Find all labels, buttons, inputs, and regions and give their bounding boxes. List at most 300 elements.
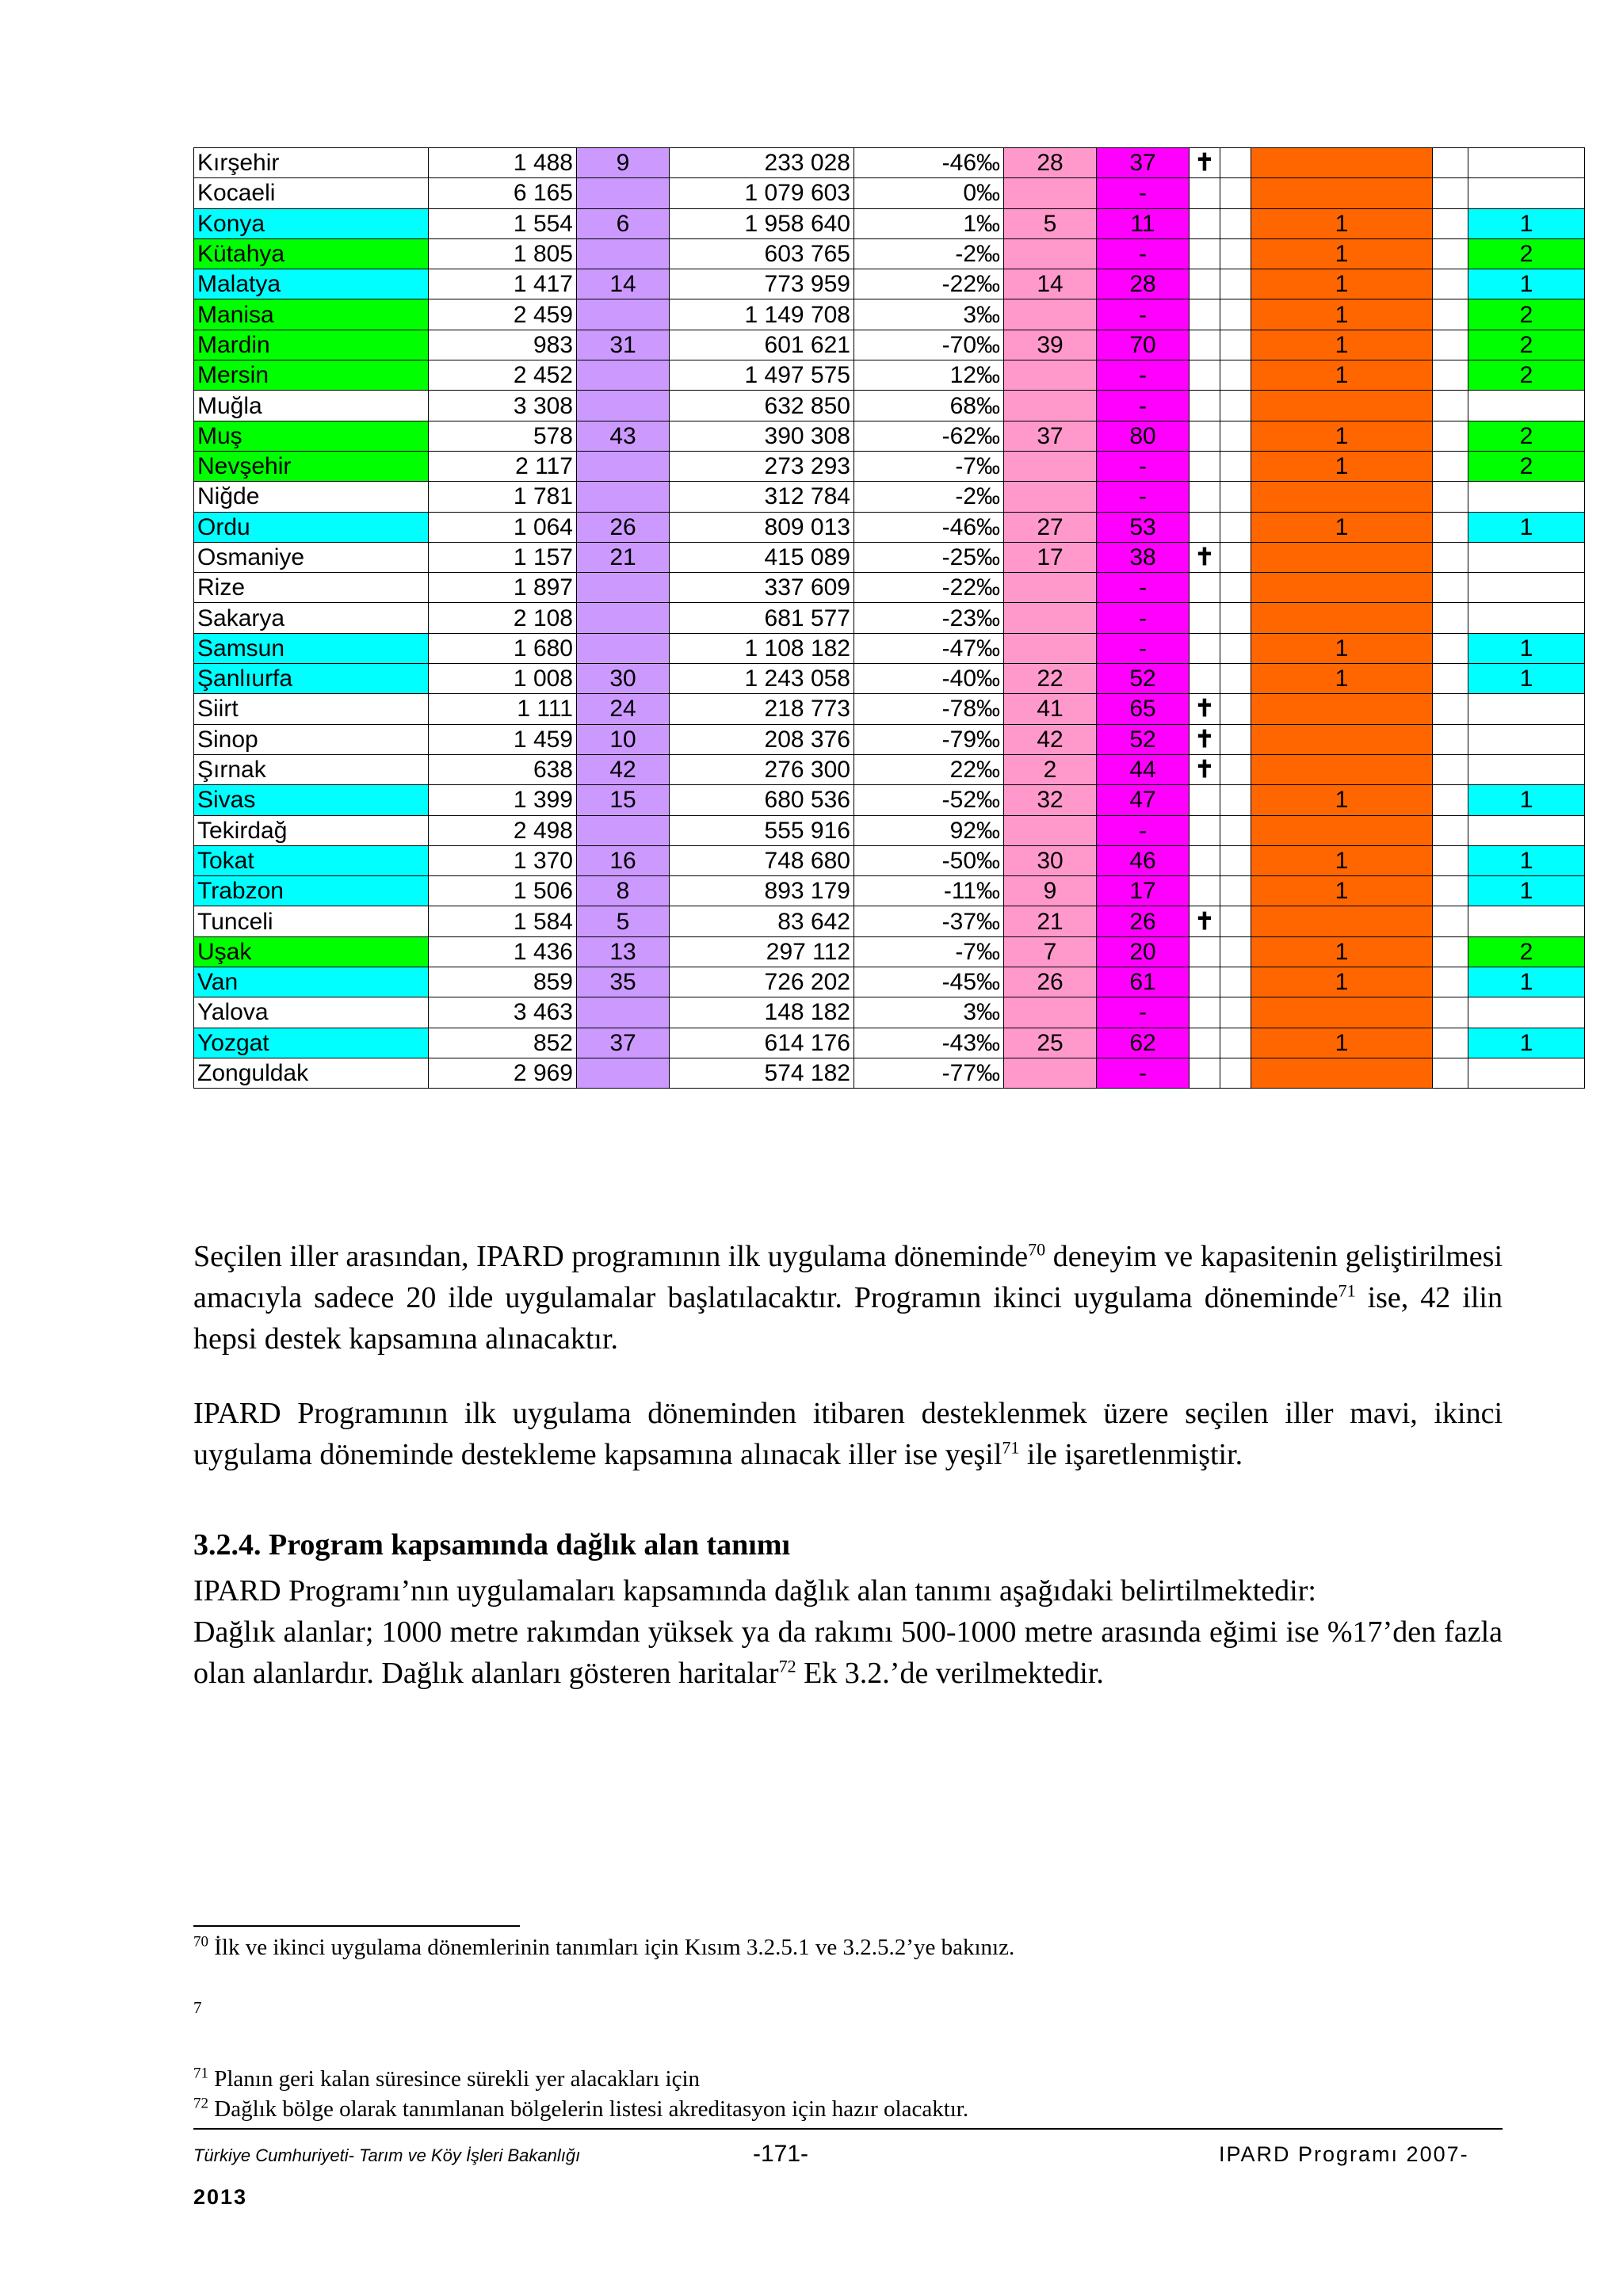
cell-p1: 1 bbox=[1251, 360, 1433, 391]
cell-v1: 42 bbox=[577, 754, 670, 784]
cell-gap bbox=[1433, 1058, 1468, 1088]
cell-p2: 1 bbox=[1468, 785, 1585, 815]
cell-pop: 276 300 bbox=[670, 754, 854, 784]
cell-v3: 47 bbox=[1097, 785, 1190, 815]
paragraph-3-line-1: IPARD Programı’nın uygulamaları kapsamında dağlık alan tanımı aşağıdaki belirtilmektedir: bbox=[193, 1574, 1316, 1608]
cell-v2 bbox=[1004, 178, 1097, 208]
cell-pop: 893 179 bbox=[670, 876, 854, 906]
cell-rate: -2‰ bbox=[854, 238, 1004, 269]
table-row bbox=[194, 208, 1585, 238]
cell-v3: - bbox=[1097, 573, 1190, 603]
cell-mark: ✝ bbox=[1190, 906, 1220, 936]
cell-num: 1 897 bbox=[429, 573, 577, 603]
cell-v3: 80 bbox=[1097, 421, 1190, 451]
cell-gap bbox=[1220, 573, 1251, 603]
table-row bbox=[194, 664, 1585, 694]
cell-pop: 208 376 bbox=[670, 724, 854, 754]
cell-p2: 1 bbox=[1468, 1028, 1585, 1058]
cell-num: 1 506 bbox=[429, 876, 577, 906]
cell-name: Nevşehir bbox=[194, 451, 429, 481]
cell-p2 bbox=[1468, 754, 1585, 784]
cell-v2: 17 bbox=[1004, 542, 1097, 572]
cell-p2: 2 bbox=[1468, 421, 1585, 451]
cell-num: 852 bbox=[429, 1028, 577, 1058]
cell-v1: 26 bbox=[577, 512, 670, 542]
cell-mark bbox=[1190, 208, 1220, 238]
cell-p2: 2 bbox=[1468, 299, 1585, 330]
cell-mark: ✝ bbox=[1190, 542, 1220, 572]
cell-mark bbox=[1190, 391, 1220, 421]
cell-v3: - bbox=[1097, 603, 1190, 633]
cell-v3: 52 bbox=[1097, 724, 1190, 754]
cell-num: 3 463 bbox=[429, 997, 577, 1028]
footer-year: 2013 bbox=[193, 2185, 248, 2209]
table-row bbox=[194, 603, 1585, 633]
cell-mark bbox=[1190, 360, 1220, 391]
cell-gap bbox=[1220, 178, 1251, 208]
cell-mark bbox=[1190, 238, 1220, 269]
cell-pop: 809 013 bbox=[670, 512, 854, 542]
cell-gap bbox=[1433, 876, 1468, 906]
cell-pop: 1 079 603 bbox=[670, 178, 854, 208]
cell-num: 2 117 bbox=[429, 451, 577, 481]
cell-v3: 38 bbox=[1097, 542, 1190, 572]
cell-name: Siirt bbox=[194, 694, 429, 724]
cell-name: Malatya bbox=[194, 269, 429, 299]
cell-mark: ✝ bbox=[1190, 754, 1220, 784]
cell-v2: 26 bbox=[1004, 967, 1097, 997]
cell-mark bbox=[1190, 573, 1220, 603]
cell-v2: 14 bbox=[1004, 269, 1097, 299]
table-row bbox=[194, 573, 1585, 603]
table-row bbox=[194, 906, 1585, 936]
cell-v3: 28 bbox=[1097, 269, 1190, 299]
cell-gap bbox=[1433, 330, 1468, 360]
cell-p2: 1 bbox=[1468, 664, 1585, 694]
cell-name: Tunceli bbox=[194, 906, 429, 936]
cell-pop: 233 028 bbox=[670, 148, 854, 178]
cell-v3: - bbox=[1097, 997, 1190, 1028]
cell-num: 2 459 bbox=[429, 299, 577, 330]
cell-v1 bbox=[577, 1058, 670, 1088]
cell-rate: -47‰ bbox=[854, 633, 1004, 663]
cell-rate: -77‰ bbox=[854, 1058, 1004, 1088]
cell-gap bbox=[1433, 603, 1468, 633]
cell-p1 bbox=[1251, 724, 1433, 754]
cell-num: 2 498 bbox=[429, 815, 577, 845]
cell-p2: 2 bbox=[1468, 451, 1585, 481]
footnote-70-number: 70 bbox=[193, 1933, 208, 1951]
cell-gap bbox=[1433, 967, 1468, 997]
table-row bbox=[194, 815, 1585, 845]
cell-rate: 68‰ bbox=[854, 391, 1004, 421]
cell-p1: 1 bbox=[1251, 967, 1433, 997]
cell-name: Yalova bbox=[194, 997, 429, 1028]
cell-mark bbox=[1190, 876, 1220, 906]
cell-pop: 601 621 bbox=[670, 330, 854, 360]
cell-p2 bbox=[1468, 603, 1585, 633]
cell-gap bbox=[1433, 238, 1468, 269]
cell-gap bbox=[1220, 664, 1251, 694]
footnote-ref-70[interactable]: 70 bbox=[1028, 1239, 1046, 1260]
cell-v2: 2 bbox=[1004, 754, 1097, 784]
cell-p1 bbox=[1251, 1058, 1433, 1088]
cell-v1: 9 bbox=[577, 148, 670, 178]
cell-gap bbox=[1220, 633, 1251, 663]
cell-mark bbox=[1190, 482, 1220, 512]
cell-gap bbox=[1220, 1058, 1251, 1088]
cell-v1 bbox=[577, 815, 670, 845]
cell-gap bbox=[1220, 391, 1251, 421]
cell-rate: -62‰ bbox=[854, 421, 1004, 451]
cell-gap bbox=[1433, 208, 1468, 238]
cell-name: Van bbox=[194, 967, 429, 997]
cell-p1 bbox=[1251, 482, 1433, 512]
cell-gap bbox=[1433, 573, 1468, 603]
footnote-71-text: Planın geri kalan süresince sürekli yer alacakları için bbox=[208, 2066, 701, 2092]
cell-v1: 13 bbox=[577, 936, 670, 967]
cell-p2: 1 bbox=[1468, 512, 1585, 542]
cell-name: Tekirdağ bbox=[194, 815, 429, 845]
cell-rate: -70‰ bbox=[854, 330, 1004, 360]
table-row bbox=[194, 876, 1585, 906]
cell-pop: 681 577 bbox=[670, 603, 854, 633]
cell-gap bbox=[1220, 208, 1251, 238]
cell-pop: 1 149 708 bbox=[670, 299, 854, 330]
cell-name: Kocaeli bbox=[194, 178, 429, 208]
cell-num: 1 554 bbox=[429, 208, 577, 238]
cell-gap bbox=[1433, 360, 1468, 391]
table-row bbox=[194, 512, 1585, 542]
cell-gap bbox=[1433, 754, 1468, 784]
table-row bbox=[194, 330, 1585, 360]
cell-gap bbox=[1220, 330, 1251, 360]
cell-num: 578 bbox=[429, 421, 577, 451]
cell-pop: 614 176 bbox=[670, 1028, 854, 1058]
cell-gap bbox=[1433, 936, 1468, 967]
cell-mark bbox=[1190, 967, 1220, 997]
cell-p2 bbox=[1468, 906, 1585, 936]
cell-name: Mersin bbox=[194, 360, 429, 391]
cell-gap bbox=[1433, 815, 1468, 845]
cell-num: 1 417 bbox=[429, 269, 577, 299]
cell-mark bbox=[1190, 664, 1220, 694]
paragraph-2-part-b: ile işaretlenmiştir. bbox=[1019, 1438, 1243, 1471]
cell-p1: 1 bbox=[1251, 269, 1433, 299]
cell-name: Şanlıurfa bbox=[194, 664, 429, 694]
table-row bbox=[194, 238, 1585, 269]
cell-name: Zonguldak bbox=[194, 1058, 429, 1088]
cell-p2: 1 bbox=[1468, 876, 1585, 906]
cell-p2: 1 bbox=[1468, 845, 1585, 875]
cell-num: 1 008 bbox=[429, 664, 577, 694]
cell-v3: - bbox=[1097, 482, 1190, 512]
cell-v2 bbox=[1004, 603, 1097, 633]
table-row bbox=[194, 694, 1585, 724]
cell-gap bbox=[1220, 997, 1251, 1028]
cell-rate: 92‰ bbox=[854, 815, 1004, 845]
table-row bbox=[194, 360, 1585, 391]
cell-num: 1 680 bbox=[429, 633, 577, 663]
cell-num: 2 452 bbox=[429, 360, 577, 391]
table-row bbox=[194, 1058, 1585, 1088]
cell-mark bbox=[1190, 633, 1220, 663]
cell-gap bbox=[1220, 238, 1251, 269]
cell-pop: 632 850 bbox=[670, 391, 854, 421]
footnote-ref-72[interactable]: 72 bbox=[778, 1656, 796, 1676]
cell-gap bbox=[1433, 391, 1468, 421]
cell-v1 bbox=[577, 603, 670, 633]
cell-v3: - bbox=[1097, 299, 1190, 330]
cell-p2: 2 bbox=[1468, 330, 1585, 360]
paragraph-3-part-b: Ek 3.2.’de verilmektedir. bbox=[796, 1657, 1104, 1690]
cell-mark bbox=[1190, 178, 1220, 208]
table-row bbox=[194, 451, 1585, 481]
cell-num: 859 bbox=[429, 967, 577, 997]
cell-v1 bbox=[577, 482, 670, 512]
cell-p2 bbox=[1468, 482, 1585, 512]
cell-gap bbox=[1220, 451, 1251, 481]
cell-v1 bbox=[577, 573, 670, 603]
cell-num: 1 459 bbox=[429, 724, 577, 754]
cell-pop: 218 773 bbox=[670, 694, 854, 724]
cell-p1: 1 bbox=[1251, 451, 1433, 481]
cell-p1: 1 bbox=[1251, 208, 1433, 238]
cell-v1: 5 bbox=[577, 906, 670, 936]
province-table-body bbox=[194, 148, 1585, 1089]
cell-v3: - bbox=[1097, 178, 1190, 208]
cell-gap bbox=[1433, 906, 1468, 936]
cell-p1 bbox=[1251, 391, 1433, 421]
cell-pop: 273 293 bbox=[670, 451, 854, 481]
cell-mark bbox=[1190, 1058, 1220, 1088]
cell-pop: 574 182 bbox=[670, 1058, 854, 1088]
cell-p1: 1 bbox=[1251, 330, 1433, 360]
cell-gap bbox=[1433, 724, 1468, 754]
cell-pop: 1 958 640 bbox=[670, 208, 854, 238]
cell-v2: 28 bbox=[1004, 148, 1097, 178]
cell-rate: -11‰ bbox=[854, 876, 1004, 906]
table-row bbox=[194, 724, 1585, 754]
cell-v2: 9 bbox=[1004, 876, 1097, 906]
cell-name: Manisa bbox=[194, 299, 429, 330]
cell-name: Uşak bbox=[194, 936, 429, 967]
cell-rate: -46‰ bbox=[854, 148, 1004, 178]
cell-pop: 148 182 bbox=[670, 997, 854, 1028]
cell-name: Sinop bbox=[194, 724, 429, 754]
cell-v3: 61 bbox=[1097, 967, 1190, 997]
cell-pop: 337 609 bbox=[670, 573, 854, 603]
cell-p1: 1 bbox=[1251, 876, 1433, 906]
cell-p1: 1 bbox=[1251, 238, 1433, 269]
cell-v1: 24 bbox=[577, 694, 670, 724]
cell-gap bbox=[1433, 482, 1468, 512]
cell-p2: 1 bbox=[1468, 633, 1585, 663]
table-row bbox=[194, 542, 1585, 572]
cell-num: 638 bbox=[429, 754, 577, 784]
cell-v2 bbox=[1004, 482, 1097, 512]
cell-pop: 312 784 bbox=[670, 482, 854, 512]
footnote-separator bbox=[193, 1925, 520, 1927]
cell-gap bbox=[1220, 603, 1251, 633]
cell-v3: 53 bbox=[1097, 512, 1190, 542]
cell-num: 1 064 bbox=[429, 512, 577, 542]
footnote-72 bbox=[193, 2096, 968, 2122]
cell-gap bbox=[1220, 360, 1251, 391]
cell-pop: 297 112 bbox=[670, 936, 854, 967]
cell-num: 1 370 bbox=[429, 845, 577, 875]
cell-v1: 43 bbox=[577, 421, 670, 451]
cell-v2: 37 bbox=[1004, 421, 1097, 451]
footnote-70 bbox=[193, 1935, 1014, 1961]
cell-v2: 25 bbox=[1004, 1028, 1097, 1058]
cell-v1: 15 bbox=[577, 785, 670, 815]
footnote-72-number: 72 bbox=[193, 2095, 208, 2112]
cell-mark bbox=[1190, 299, 1220, 330]
cell-rate: -50‰ bbox=[854, 845, 1004, 875]
footnote-ref-71b[interactable]: 71 bbox=[1002, 1437, 1020, 1458]
cell-p2 bbox=[1468, 724, 1585, 754]
cell-p2 bbox=[1468, 178, 1585, 208]
cell-name: Osmaniye bbox=[194, 542, 429, 572]
cell-v2: 41 bbox=[1004, 694, 1097, 724]
footnote-stray-number: 7 bbox=[193, 1998, 202, 2017]
cell-gap bbox=[1220, 785, 1251, 815]
cell-num: 1 781 bbox=[429, 482, 577, 512]
cell-pop: 1 108 182 bbox=[670, 633, 854, 663]
cell-gap bbox=[1433, 299, 1468, 330]
cell-v2 bbox=[1004, 573, 1097, 603]
cell-gap bbox=[1220, 148, 1251, 178]
cell-pop: 726 202 bbox=[670, 967, 854, 997]
cell-num: 2 969 bbox=[429, 1058, 577, 1088]
cell-gap bbox=[1220, 815, 1251, 845]
cell-gap bbox=[1433, 997, 1468, 1028]
cell-p1 bbox=[1251, 603, 1433, 633]
cell-v3: 44 bbox=[1097, 754, 1190, 784]
footnote-71 bbox=[193, 2066, 700, 2092]
table-row bbox=[194, 785, 1585, 815]
table-row bbox=[194, 299, 1585, 330]
table-row bbox=[194, 936, 1585, 967]
cell-pop: 1 243 058 bbox=[670, 664, 854, 694]
cell-name: Muş bbox=[194, 421, 429, 451]
cell-v3: - bbox=[1097, 633, 1190, 663]
cell-p2 bbox=[1468, 148, 1585, 178]
cell-rate: -79‰ bbox=[854, 724, 1004, 754]
cell-gap bbox=[1220, 694, 1251, 724]
cell-gap bbox=[1220, 421, 1251, 451]
cell-v3: - bbox=[1097, 815, 1190, 845]
cell-v1 bbox=[577, 633, 670, 663]
cell-mark bbox=[1190, 269, 1220, 299]
cell-p1: 1 bbox=[1251, 845, 1433, 875]
cell-name: Konya bbox=[194, 208, 429, 238]
cell-name: Şırnak bbox=[194, 754, 429, 784]
section-heading: 3.2.4. Program kapsamında dağlık alan tanımı bbox=[193, 1528, 791, 1562]
cell-p1 bbox=[1251, 815, 1433, 845]
cell-gap bbox=[1433, 664, 1468, 694]
cell-rate: -45‰ bbox=[854, 967, 1004, 997]
cell-pop: 680 536 bbox=[670, 785, 854, 815]
cell-v2: 21 bbox=[1004, 906, 1097, 936]
footer-separator bbox=[193, 2128, 1503, 2130]
cell-p2 bbox=[1468, 694, 1585, 724]
cell-name: Rize bbox=[194, 573, 429, 603]
table-row bbox=[194, 633, 1585, 663]
footnote-71-number: 71 bbox=[193, 2065, 208, 2082]
paragraph-1 bbox=[193, 1236, 1503, 1360]
cell-pop: 1 497 575 bbox=[670, 360, 854, 391]
cell-v1: 35 bbox=[577, 967, 670, 997]
cell-mark bbox=[1190, 451, 1220, 481]
cell-mark bbox=[1190, 512, 1220, 542]
cell-mark bbox=[1190, 785, 1220, 815]
cell-v2 bbox=[1004, 1058, 1097, 1088]
footnote-70-text: İlk ve ikinci uygulama dönemlerinin tanımları için Kısım 3.2.5.1 ve 3.2.5.2’ye bakınız. bbox=[208, 1935, 1015, 1960]
cell-p1 bbox=[1251, 148, 1433, 178]
cell-rate: -52‰ bbox=[854, 785, 1004, 815]
cell-p1: 1 bbox=[1251, 299, 1433, 330]
cell-p1 bbox=[1251, 906, 1433, 936]
cell-num: 2 108 bbox=[429, 603, 577, 633]
cell-name: Muğla bbox=[194, 391, 429, 421]
cell-gap bbox=[1433, 512, 1468, 542]
cell-v1 bbox=[577, 391, 670, 421]
cell-gap bbox=[1433, 542, 1468, 572]
cell-p1: 1 bbox=[1251, 1028, 1433, 1058]
table-row bbox=[194, 269, 1585, 299]
cell-mark bbox=[1190, 845, 1220, 875]
cell-p1 bbox=[1251, 542, 1433, 572]
cell-v1: 37 bbox=[577, 1028, 670, 1058]
cell-rate: -23‰ bbox=[854, 603, 1004, 633]
cell-name: Kütahya bbox=[194, 238, 429, 269]
cell-gap bbox=[1220, 967, 1251, 997]
cell-num: 1 436 bbox=[429, 936, 577, 967]
cell-v1: 30 bbox=[577, 664, 670, 694]
cell-p1: 1 bbox=[1251, 785, 1433, 815]
cell-num: 1 488 bbox=[429, 148, 577, 178]
paragraph-1-part-b: deneyim ve kapasitenin geliştirilmesi amacıyla sadece 20 ilde uygulamalar başlatılacaktır. Programın ikinci uygulama döneminde bbox=[193, 1240, 1503, 1314]
cell-pop: 555 916 bbox=[670, 815, 854, 845]
cell-v2 bbox=[1004, 299, 1097, 330]
cell-num: 3 308 bbox=[429, 391, 577, 421]
footer-ministry: Türkiye Cumhuriyeti- Tarım ve Köy İşleri Bakanlığı bbox=[193, 2145, 581, 2165]
cell-v1 bbox=[577, 299, 670, 330]
table-row bbox=[194, 482, 1585, 512]
cell-v2: 30 bbox=[1004, 845, 1097, 875]
footnote-ref-71[interactable]: 71 bbox=[1338, 1280, 1356, 1301]
cell-v2 bbox=[1004, 997, 1097, 1028]
cell-v2: 22 bbox=[1004, 664, 1097, 694]
table-row bbox=[194, 421, 1585, 451]
cell-rate: -2‰ bbox=[854, 482, 1004, 512]
cell-name: Ordu bbox=[194, 512, 429, 542]
cell-mark bbox=[1190, 421, 1220, 451]
cell-name: Samsun bbox=[194, 633, 429, 663]
cell-rate: 12‰ bbox=[854, 360, 1004, 391]
cell-rate: 3‰ bbox=[854, 299, 1004, 330]
cell-pop: 603 765 bbox=[670, 238, 854, 269]
cell-p2 bbox=[1468, 542, 1585, 572]
cell-p1: 1 bbox=[1251, 633, 1433, 663]
cell-rate: -40‰ bbox=[854, 664, 1004, 694]
cell-gap bbox=[1220, 512, 1251, 542]
cell-gap bbox=[1220, 482, 1251, 512]
cell-rate: -46‰ bbox=[854, 512, 1004, 542]
table-row bbox=[194, 391, 1585, 421]
